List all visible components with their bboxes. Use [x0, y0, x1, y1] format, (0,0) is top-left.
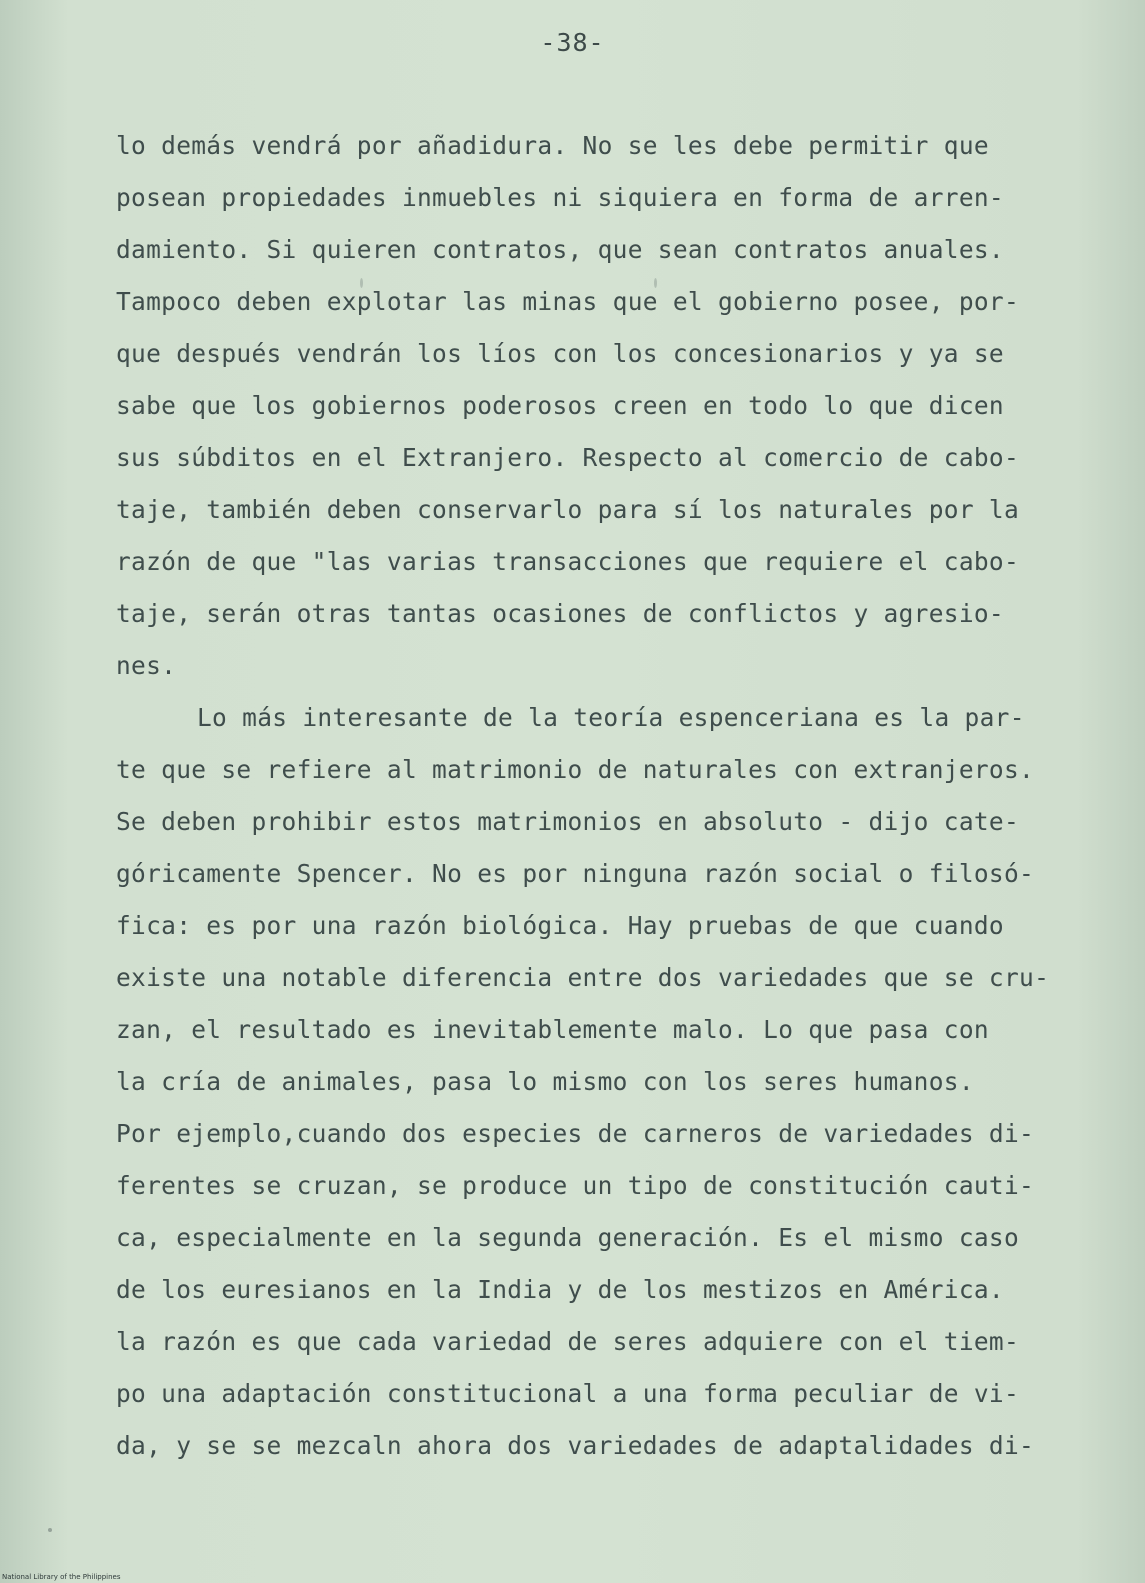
ink-speck — [48, 1528, 52, 1532]
text-line: góricamente Spencer. No es por ninguna razón social o filosó- — [116, 859, 1035, 888]
text-line: la cría de animales, pasa lo mismo con los seres humanos. — [116, 1067, 974, 1096]
text-line: sabe que los gobiernos poderosos creen en todo lo que dicen — [116, 391, 1004, 420]
text-line: Tampoco deben explotar las minas que el gobierno posee, por- — [116, 287, 1020, 316]
text-line: existe una notable diferencia entre dos variedades que se cru- — [116, 963, 1050, 992]
text-line: sus súbditos en el Extranjero. Respecto al comercio de cabo- — [116, 443, 1020, 472]
text-line: Se deben prohibir estos matrimonios en absoluto - dijo cate- — [116, 807, 1020, 836]
text-line: razón de que "las varias transacciones que requiere el cabo- — [116, 547, 1020, 576]
text-line: ca, especialmente en la segunda generación. Es el mismo caso — [116, 1223, 1020, 1252]
text-line: zan, el resultado es inevitablemente malo. Lo que pasa con — [116, 1015, 989, 1044]
text-line: de los euresianos en la India y de los mestizos en América. — [116, 1275, 1004, 1304]
library-footer: National Library of the Philippines — [2, 1573, 121, 1581]
text-line: la razón es que cada variedad de seres adquiere con el tiem- — [116, 1327, 1020, 1356]
paragraph-first-line: Lo más interesante de la teoría espenceriana es la par- — [197, 703, 1025, 732]
text-line: po una adaptación constitucional a una forma peculiar de vi- — [116, 1379, 1020, 1408]
text-line: te que se refiere al matrimonio de naturales con extranjeros. — [116, 755, 1035, 784]
body-text — [116, 131, 1076, 1483]
text-line: que después vendrán los líos con los concesionarios y ya se — [116, 339, 1004, 368]
text-line: damiento. Si quieren contratos, que sean contratos anuales. — [116, 235, 1004, 264]
text-line: lo demás vendrá por añadidura. No se les debe permitir que — [116, 131, 989, 160]
text-line: posean propiedades inmuebles ni siquiera en forma de arren- — [116, 183, 1004, 212]
text-line: Por ejemplo,cuando dos especies de carneros de variedades di- — [116, 1119, 1035, 1148]
text-line: taje, también deben conservarlo para sí los naturales por la — [116, 495, 1020, 524]
text-line: da, y se se mezcaln ahora dos variedades de adaptalidades di- — [116, 1431, 1035, 1460]
ink-speck — [654, 278, 657, 288]
text-line: nes. — [116, 651, 177, 680]
text-line: fica: es por una razón biológica. Hay pruebas de que cuando — [116, 911, 1004, 940]
text-line: taje, serán otras tantas ocasiones de conflictos y agresio- — [116, 599, 1004, 628]
text-line: ferentes se cruzan, se produce un tipo de constitución cauti- — [116, 1171, 1035, 1200]
page-number: -38- — [540, 28, 605, 57]
ink-speck — [360, 278, 363, 288]
